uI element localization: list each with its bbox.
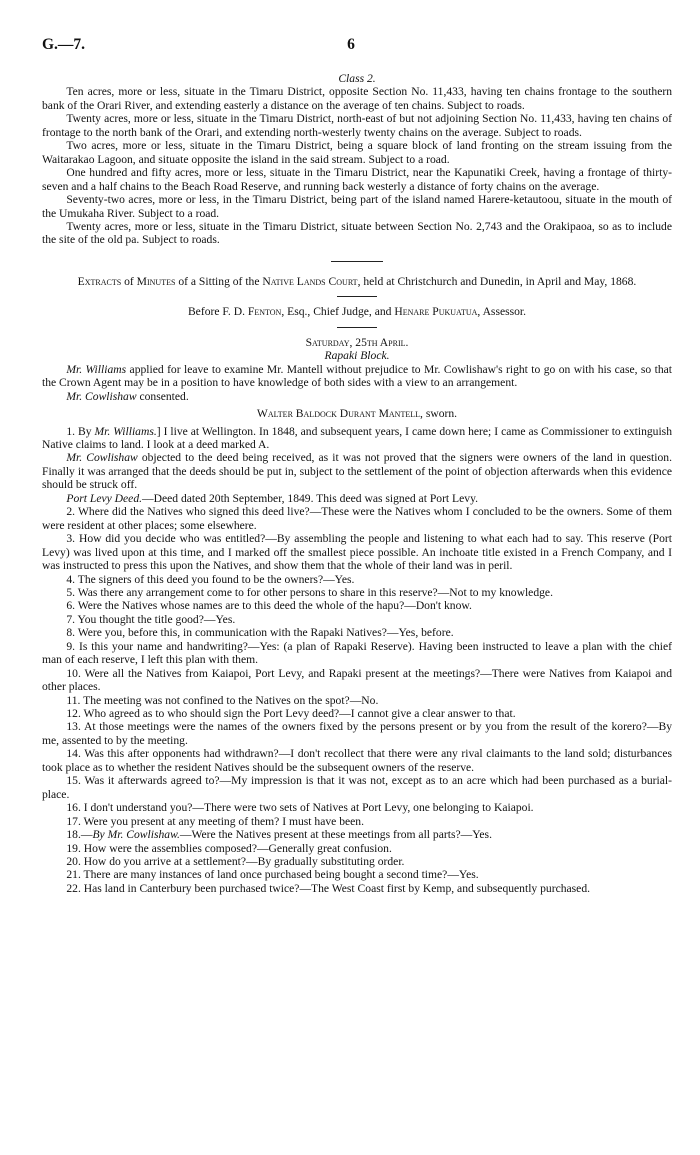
testimony-item: 11. The meeting was not confined to the Natives on the spot?—No. [66,693,379,707]
testimony-item: 9. Is this your name and handwriting?—Yes: (a plan of Rapaki Reserve). Having been instructed to leave a plan with the chief man of each reserve, I left this plan with them. [42,639,672,667]
class-paragraphs [42,85,672,246]
testimony-item: 8. Were you, before this, in communication with the Rapaki Natives?—Yes, before. [66,626,454,640]
testimony-item: 6. Were the Natives whose names are to this deed the whole of the hapu?—Don't know. [66,599,472,613]
land-paragraph: Two acres, more or less, situate in the Timaru District, being a square block of land fronting on the stream issuing from the Waitarakao Lagoon, and situate opposite the island in the said stream. Subject to a road. [42,139,672,166]
page-number: 6 [347,36,355,53]
page-header [42,36,660,56]
testimony-item: 7. You thought the title good?—Yes. [66,612,236,626]
testimony-item: 4. The signers of this deed you found to be the owners?—Yes. [66,572,355,586]
document-reference: G.—7. [42,36,86,53]
class-heading: Class 2. [338,72,376,85]
testimony-item: 2. Where did the Natives who signed this deed live?—These were the Natives whom I concluded to be the owners. Some of them were resident at other places; some elsewhere. [42,505,672,532]
testimony-item: 17. Were you present at any meeting of them? I must have been. [66,814,364,828]
extracts-title: Extracts of Minutes of a Sitting of the Native Lands Court, held at Christchurch and Dunedin, in April and May, 1868. [77,274,637,288]
land-paragraph: Twenty acres, more or less, situate in the Timaru District, situate between Section No. 2,743 and the Orakipaoa, so as to include the site of the old pa. Subject to roads. [42,219,672,247]
testimony-item: Mr. Cowlishaw objected to the deed being received, as it was not proved that the signers were owners of the land in question. Finally it was arranged that the deeds should be put in, subject to the settlement of the point of objection afterwards when this evidence should be struck off. [42,451,672,492]
testimony-item: 12. Who agreed as to who should sign the Port Levy deed?—I cannot give a clear answer to that. [66,707,516,721]
before-line: Before F. D. Fenton, Esq., Chief Judge, and Henare Pukuatua, Assessor. [187,305,527,319]
testimony-item: 22. Has land in Canterbury been purchased twice?—The West Coast first by Kemp, and subsequently purchased. [66,881,591,895]
witness-heading: Walter Baldock Durant Mantell, sworn. [256,407,458,421]
sitting-date: Saturday, 25th April. [305,335,409,349]
testimony-item: 20. How do you arrive at a settlement?—By gradually substituting order. [66,855,405,869]
land-paragraph: Ten acres, more or less, situate in the Timaru District, opposite Section No. 11,433, having ten chains frontage to the southern bank of the Orari River, and extending easterly a distance on the average of ten chains. Subject to roads. [42,85,672,112]
intro-paragraph: Mr. Williams applied for leave to examine Mr. Mantell without prejudice to Mr. Cowlishaw's right to go on with his case, so that the Crown Agent may be in a position to have knowledge of both sides with a view to an arrangement. [42,362,673,390]
testimony-item: 1. By Mr. Williams.] I live at Wellington. In 1848, and subsequent years, I came down here; I came as Commissioner to extinguish Native claims to land. I look at a deed marked A. [42,424,672,451]
testimony-item: 5. Was there any arrangement come to for other persons to share in this reserve?—Not to my knowledge. [66,585,553,599]
testimony-item: 18.—By Mr. Cowlishaw.—Were the Natives present at these meetings from all parts?—Yes. [66,828,492,842]
intro-paragraph: Mr. Cowlishaw consented. [66,389,189,403]
testimony-item: 14. Was this after opponents had withdrawn?—I don't recollect that there were any rival claimants to the land sold; disturbances took place as to whether the resident Natives should be the subsequent owners of the reserve. [42,747,672,774]
testimony-item: 3. How did you decide who was entitled?—By assembling the people and listening to what each had to say. This reserve (Port Levy) was lived upon at this time, and I marked off the smallest piece possible. An inchoate title existed in a French Company, and I was instructed to press this upon the Natives, and show them that the whole of their land was in peril. [42,532,672,573]
testimony-item: 16. I don't understand you?—There were two sets of Natives at Port Levy, one belonging to Kaiapoi. [66,801,534,815]
testimony-item: Port Levy Deed.—Deed dated 20th September, 1849. This deed was signed at Port Levy. [66,491,479,505]
short-divider [337,296,377,297]
page-content [42,72,672,895]
short-divider [337,327,377,328]
land-paragraph: Twenty acres, more or less, situate in the Timaru District, north-east of but not adjoining Section No. 11,433, having ten chains of frontage to the north bank of the Orari, and extending north-westerly twenty chains on the average. Subject to roads. [42,112,672,139]
testimony-item: 19. How were the assemblies composed?—Generally great confusion. [66,841,392,855]
testimony-item: 10. Were all the Natives from Kaiapoi, Port Levy, and Rapaki present at the meetings?—There were Natives from Kaiapoi and other places. [42,666,672,694]
land-paragraph: Seventy-two acres, more or less, in the Timaru District, being part of the island named Harere-ketautoou, situate in the mouth of the Umukaha River. Subject to a road. [42,193,672,220]
testimony [42,425,672,896]
testimony-item: 15. Was it afterwards agreed to?—My impression is that it was not, except as to an acre which had been purchased as a burial-place. [42,774,672,801]
testimony-item: 21. There are many instances of land once purchased being bought a second time?—Yes. [66,868,479,882]
testimony-item: 13. At those meetings were the names of the owners fixed by the persons present or by you from the result of the korero?—By me, assented to by the meeting. [42,720,672,747]
section-divider [331,261,383,262]
land-paragraph: One hundred and fifty acres, more or less, situate in the Timaru District, near the Kapunatiki Creek, having a frontage of thirty-seven and a half chains to the Beach Road Reserve, and running back westerly a distance of forty chains on the average. [42,166,672,193]
block-name: Rapaki Block. [324,349,390,363]
